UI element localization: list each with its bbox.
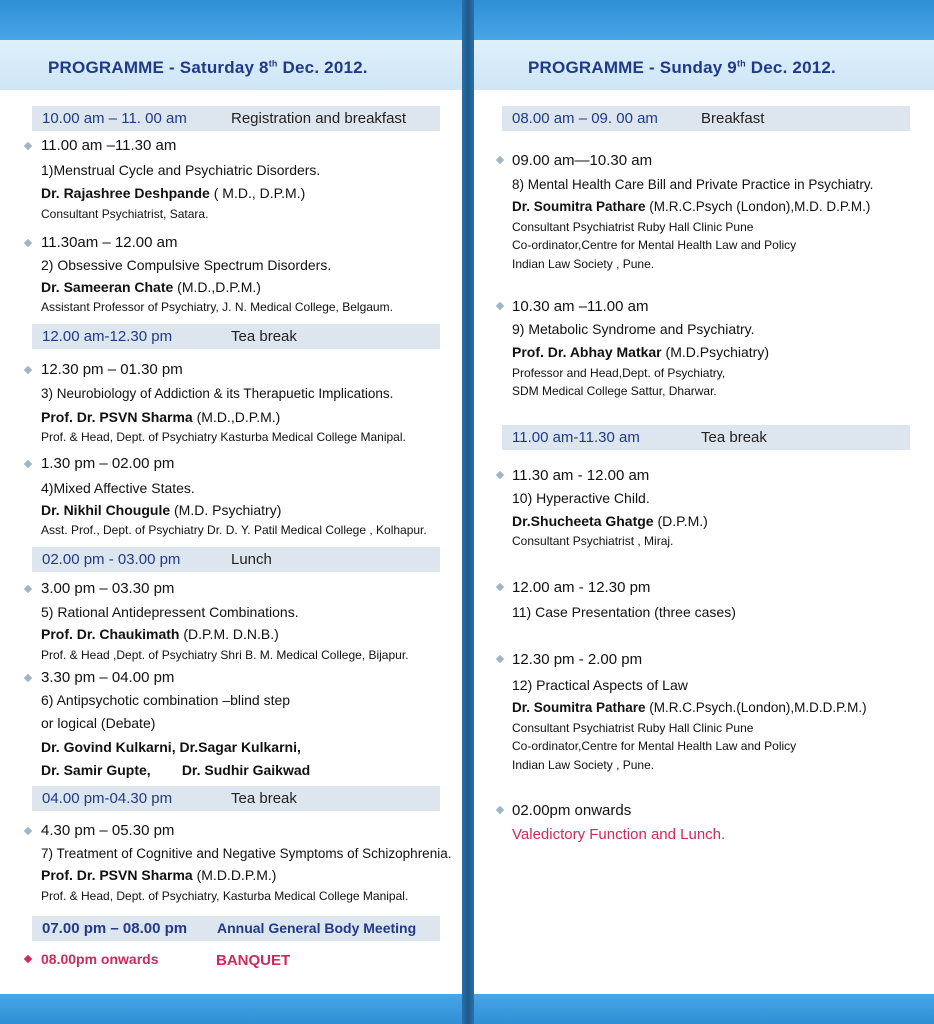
speaker-quals: (M.R.C.Psych.(London),M.D.D.P.M.) [645,700,867,715]
session-topic: 9) Metabolic Syndrome and Psychiatry. [512,321,755,337]
speaker-affiliation: Assistant Professor of Psychiatry, J. N. Medical College, Belgaum. [41,300,393,314]
speaker-name: Dr. Nikhil Chougule [41,502,171,518]
session-topic: 3) Neurobiology of Addiction & its Therapuetic Implications. [41,386,394,401]
bar-event: Annual General Body Meeting [217,920,417,936]
bar-time: 08.00 am – 09. 00 am [512,110,658,127]
speaker-affiliation: Consultant Psychiatrist , Miraj. [512,534,674,548]
speaker-affiliation: Consultant Psychiatrist, Satara. [41,207,209,221]
speaker-quals: (M.D.,D.P.M.) [173,279,261,295]
session-speaker [41,409,280,425]
speaker-name: Prof. Dr. PSVN Sharma [41,409,193,425]
session-topic: 6) Antipsychotic combination –blind step [41,692,291,708]
speaker-affiliation: Prof. & Head, Dept. of Psychiatry, Kasturba Medical College Manipal. [41,889,409,903]
session-time: 09.00 am—10.30 am [512,152,653,169]
session-speakers: Dr. Samir Gupte, Dr. Sudhir Gaikwad [41,762,311,778]
final-time: 08.00pm onwards [41,951,159,967]
speaker-quals: (M.D.,D.P.M.) [192,409,281,425]
speaker-name: Dr. Soumitra Pathare [512,700,646,715]
title-text: PROGRAMME - Saturday 8 [48,58,269,77]
column-divider [462,0,474,1024]
sunday-title [528,58,836,78]
session-speaker [512,513,708,529]
speaker-name: Prof. Dr. PSVN Sharma [41,867,193,883]
session-time: 10.30 am –11.00 am [512,298,649,315]
bar-event: Tea break [231,328,297,345]
speaker-name: Dr. Rajashree Deshpande [41,185,210,201]
schedule-bar [32,786,440,811]
session-time: 3.00 pm – 03.30 pm [41,580,175,597]
session-time: 11.30 am - 12.00 am [512,467,650,484]
session-topic: 5) Rational Antidepressent Combinations. [41,604,299,620]
session-speakers: Dr. Govind Kulkarni, Dr.Sagar Kulkarni, [41,739,301,755]
session-speaker [41,867,276,883]
session-topic: 12) Practical Aspects of Law [512,677,688,693]
bar-event: Lunch [231,551,272,568]
session-topic: 4)Mixed Affective States. [41,480,195,496]
speaker-affiliation: Consultant Psychiatrist Ruby Hall Clinic Pune [512,721,754,735]
speaker-affiliation: SDM Medical College Sattur, Dharwar. [512,384,717,398]
speaker-quals: (M.R.C.Psych (London),M.D. D.P.M.) [645,199,871,214]
final-time: 02.00pm onwards [512,802,632,819]
top-band [0,0,462,40]
speaker-name: Prof. Dr. Abhay Matkar [512,344,662,360]
title-sup: th [736,58,746,69]
bar-time: 11.00 am-11.30 am [512,429,640,446]
schedule-bar [32,324,440,349]
bar-time: 12.00 am-12.30 pm [42,328,173,345]
speaker-affiliation: Co-ordinator,Centre for Mental Health Law and Policy [512,739,797,753]
session-topic: 7) Treatment of Cognitive and Negative Symptoms of Schizophrenia. [41,846,452,861]
session-speaker [41,502,281,518]
session-time: 11.30am – 12.00 am [41,234,178,251]
bar-time: 10.00 am – 11. 00 am [42,110,187,127]
speaker-name: Dr. Soumitra Pathare [512,199,646,214]
final-event: BANQUET [216,952,291,969]
bar-event: Tea break [231,790,297,807]
session-time: 11.00 am –11.30 am [41,137,177,154]
bar-time: 07.00 pm – 08.00 pm [42,920,188,937]
speaker-affiliation: Co-ordinator,Centre for Mental Health Law and Policy [512,238,797,252]
title-end: Dec. 2012. [277,58,368,77]
session-time: 12.30 pm – 01.30 pm [41,361,183,378]
session-topic: or logical (Debate) [41,715,156,731]
speaker-affiliation: Asst. Prof., Dept. of Psychiatry Dr. D. Y. Patil Medical College , Kolhapur. [41,523,427,537]
schedule-bar [502,425,910,450]
session-topic: 8) Mental Health Care Bill and Private Practice in Psychiatry. [512,177,874,192]
bottom-band [0,994,462,1024]
schedule-bar [32,916,440,941]
speaker-affiliation: Prof. & Head, Dept. of Psychiatry Kasturba Medical College Manipal. [41,430,406,444]
session-speaker [512,700,867,715]
final-event: Valedictory Function and Lunch. [512,826,726,843]
bar-event: Breakfast [701,110,765,127]
session-speaker [41,626,279,642]
top-band [474,0,934,40]
bar-event: Registration and breakfast [231,110,407,127]
session-speaker [512,344,769,360]
title-text: PROGRAMME - Sunday 9 [528,58,737,77]
speaker-quals: (M.D.Psychiatry) [661,344,769,360]
session-topic: 1)Menstrual Cycle and Psychiatric Disorders. [41,162,321,178]
session-speaker [41,185,305,201]
session-speaker [512,199,870,214]
speaker-quals: (D.P.M.) [653,513,708,529]
session-time: 3.30 pm – 04.00 pm [41,669,175,686]
speaker-quals: ( M.D., D.P.M.) [209,185,306,201]
session-topic: 10) Hyperactive Child. [512,490,650,506]
session-time: 12.00 am - 12.30 pm [512,579,651,596]
session-speaker [41,279,261,295]
speaker-affiliation: Prof. & Head ,Dept. of Psychiatry Shri B. M. Medical College, Bijapur. [41,648,409,662]
speaker-name: Prof. Dr. Chaukimath [41,626,180,642]
title-sup: th [268,58,278,69]
title-end: Dec. 2012. [745,58,836,77]
schedule-bar [502,106,910,131]
speaker-affiliation: Professor and Head,Dept. of Psychiatry, [512,366,726,380]
schedule-bar [32,106,440,131]
session-time: 1.30 pm – 02.00 pm [41,455,175,472]
schedule-bar [32,547,440,572]
bar-time: 04.00 pm-04.30 pm [42,790,173,807]
session-topic: 2) Obsessive Compulsive Spectrum Disorders. [41,257,332,273]
speaker-affiliation: Consultant Psychiatrist Ruby Hall Clinic Pune [512,220,754,234]
speaker-name: Dr.Shucheeta Ghatge [512,513,654,529]
bar-event: Tea break [701,429,767,446]
speaker-name: Dr. Sameeran Chate [41,279,174,295]
speaker-quals: (M.D. Psychiatry) [170,502,282,518]
speaker-quals: (M.D.D.P.M.) [192,867,277,883]
speaker-affiliation: Indian Law Society , Pune. [512,758,655,772]
bottom-band [474,994,934,1024]
session-time: 4.30 pm – 05.30 pm [41,822,175,839]
session-topic: 11) Case Presentation (three cases) [512,604,736,620]
bar-time: 02.00 pm - 03.00 pm [42,551,181,568]
speaker-affiliation: Indian Law Society , Pune. [512,257,655,271]
session-time: 12.30 pm - 2.00 pm [512,651,643,668]
saturday-title [48,58,368,78]
speaker-quals: (D.P.M. D.N.B.) [179,626,279,642]
